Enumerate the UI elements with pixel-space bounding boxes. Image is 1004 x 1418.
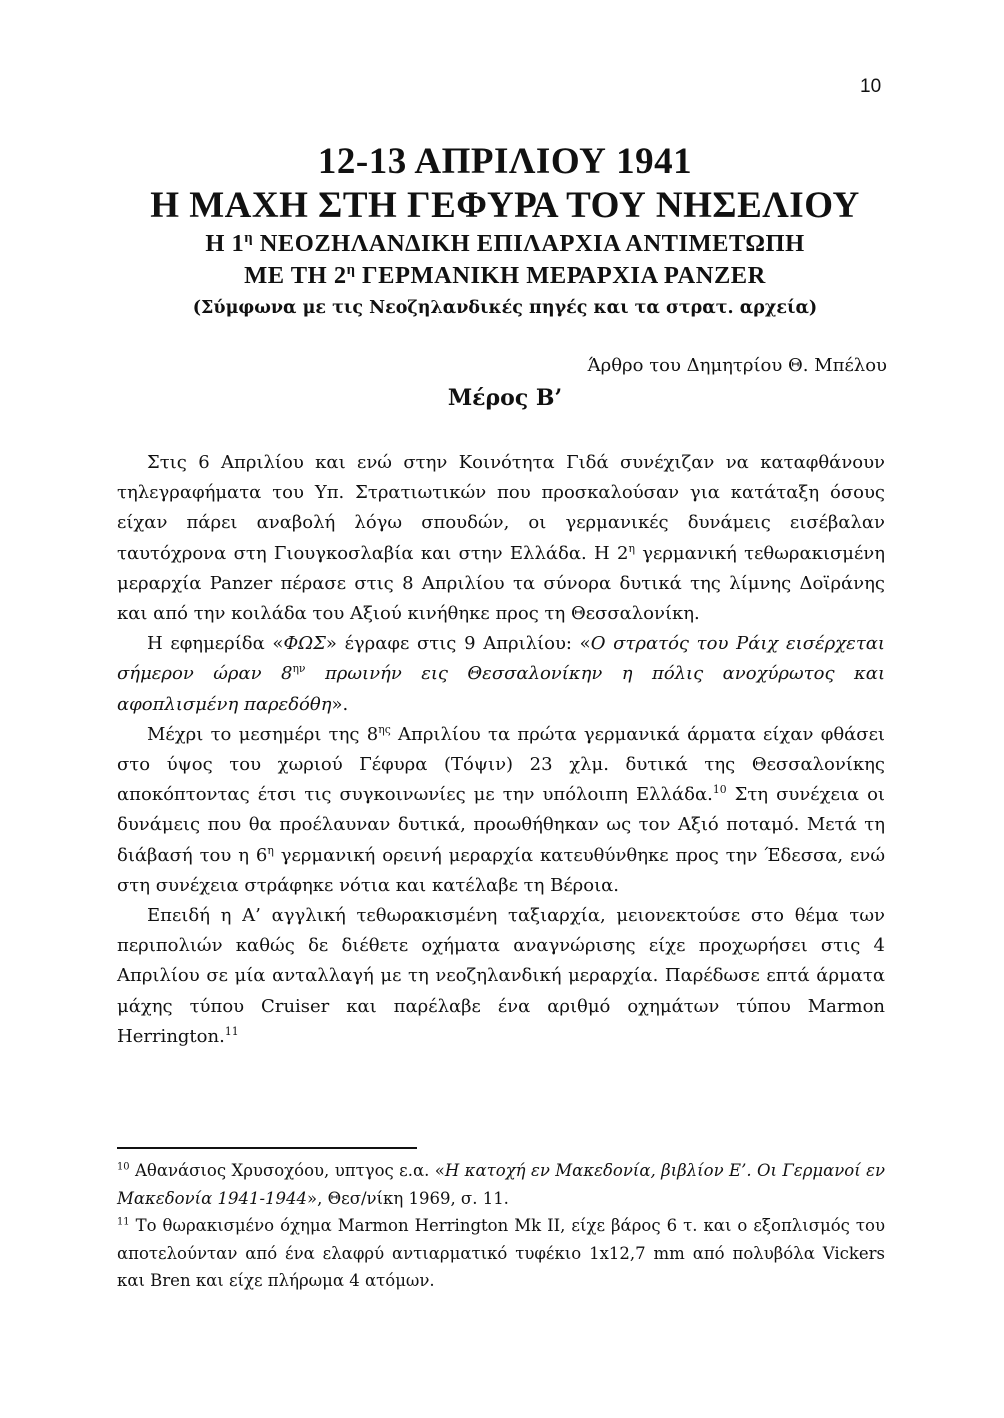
title-main: Η ΜΑΧΗ ΣΤΗ ΓΕΦΥΡΑ ΤΟΥ ΝΗΣΕΛΙΟΥ [150,185,860,226]
paragraph-3: Μέχρι το μεσημέρι της $8^{\eta\varsigma}$ Απριλίου τα πρώτα γερμανικά άρματα είχαν φθάσει στο ύψος του χωριού Γέφυρα (Τόψιν) 23 χλμ. δυτικά της Θεσσαλονίκης αποκόπτοντας έτσι τις συγκοινωνίες με την υπόλοιπη Ελλάδα.$^{10}$ Στη συνέχεια οι δυνάμεις που θα προέλαυναν δυτικά, προωθήθηκαν ως τον Αξιό ποταμό. Μετά τη διάβασή του η $6^\eta$ γερμανική ορεινή μεραρχία κατευθύνθηκε προς την Έδεσσα, ενώ στη συνέχεια στράφηκε νότια και κατέλαβε τη Βέροια. [117,722,885,896]
footnote-divider [117,1147,417,1149]
footnotes [117,1157,885,1295]
paragraph-4: Επειδή η Α’ αγγλική τεθωρακισμένη ταξιαρχία, μειονεκτούσε στο θέμα των περιπολιών καθώς δε διέθετε οχήματα αναγνώρισης είχε προχωρήσει στις 4 Απριλίου σε μία ανταλλαγή με τη νεοζηλανδική μεραρχία. Παρέδωσε επτά άρματα μάχης τύπου Cruiser και παρέλαβε ένα αριθμό οχημάτων τύπου Marmon Herrington.$^{11}$ [117,905,885,1047]
paragraph-2: Η εφημερίδα «ΦΩΣ» έγραφε στις 9 Απριλίου: «Ο στρατός του Ράιχ εισέρχεται σήμερον ώραν $8^{\eta\nu}$ πρωινήν εις Θεσσαλονίκην η πόλις ανοχύρωτος και αφοπλισμένη παρεδόθη». [117,633,885,715]
paragraph-1: Στις 6 Απριλίου και ενώ στην Κοινότητα Γιδά συνέχιζαν να καταφθάνουν τηλεγραφήματα του Υπ. Στρατιωτικών που προσκαλούσαν για κατάταξη όσους είχαν πάρει αναβολή λόγω σπουδών, οι γερμανικές δυνάμεις εισέβαλαν ταυτόχρονα στη Γιουγκοσλαβία και στην Ελλάδα. Η $2^\eta$ γερμανική τεθωρακισμένη μεραρχία Panzer πέρασε στις 8 Απριλίου τα σύνορα δυτικά της λίμνης Δοϊράνης και από την κοιλάδα του Αξιού κινήθηκε προς τη Θεσσαλονίκη. [117,452,885,625]
subtitle-sources: (Σύμφωνα με τις Νεοζηλανδικές πηγές και τα στρατ. αρχεία) [192,298,818,318]
article-title-block [100,140,910,324]
footnote-11: $^{11}$ Το θωρακισμένο όχημα Marmon Herrington Mk II, είχε βάρος 6 τ. και ο εξοπλισμός του αποτελούνταν από ένα ελαφρύ αντιαρματικό τυφέκιο 1x12,7 mm από πολυβόλα Vickers και Bren και είχε πλήρωμα 4 ατόμων. [117,1216,885,1290]
page-number: 10 [860,76,882,97]
part-heading: Μέρος Β’ [447,385,563,411]
footnote-10: $^{10}$ Αθανάσιος Χρυσοχόου, υπτγος ε.α. «Η κατοχή εν Μακεδονία, βιβλίον Ε’. Οι Γερμανοί εν Μακεδονία 1941-1944», Θεσ/νίκη 1969, σ. 11. [117,1161,885,1208]
subtitle-line-2: ΜΕ ΤΗ $2^\eta$ ΓΕΡΜΑΝΙΚΗ ΜΕΡΑΡΧΙΑ PANZER [244,261,766,289]
article-body [117,448,885,1052]
author-byline: Άρθρο του Δημητρίου Θ. Μπέλου [587,355,887,376]
footnote-ref-11: 11 [224,1024,239,1038]
subtitle-line-1: Η $1^\eta$ ΝΕΟΖΗΛΑΝΔΙΚΗ ΕΠΙΛΑΡΧΙΑ ΑΝΤΙΜΕΤΩΠΗ [205,229,805,257]
title-date: 12-13 ΑΠΡΙΛΙΟΥ 1941 [317,141,693,182]
footnote-ref-10: 10 [712,783,727,797]
